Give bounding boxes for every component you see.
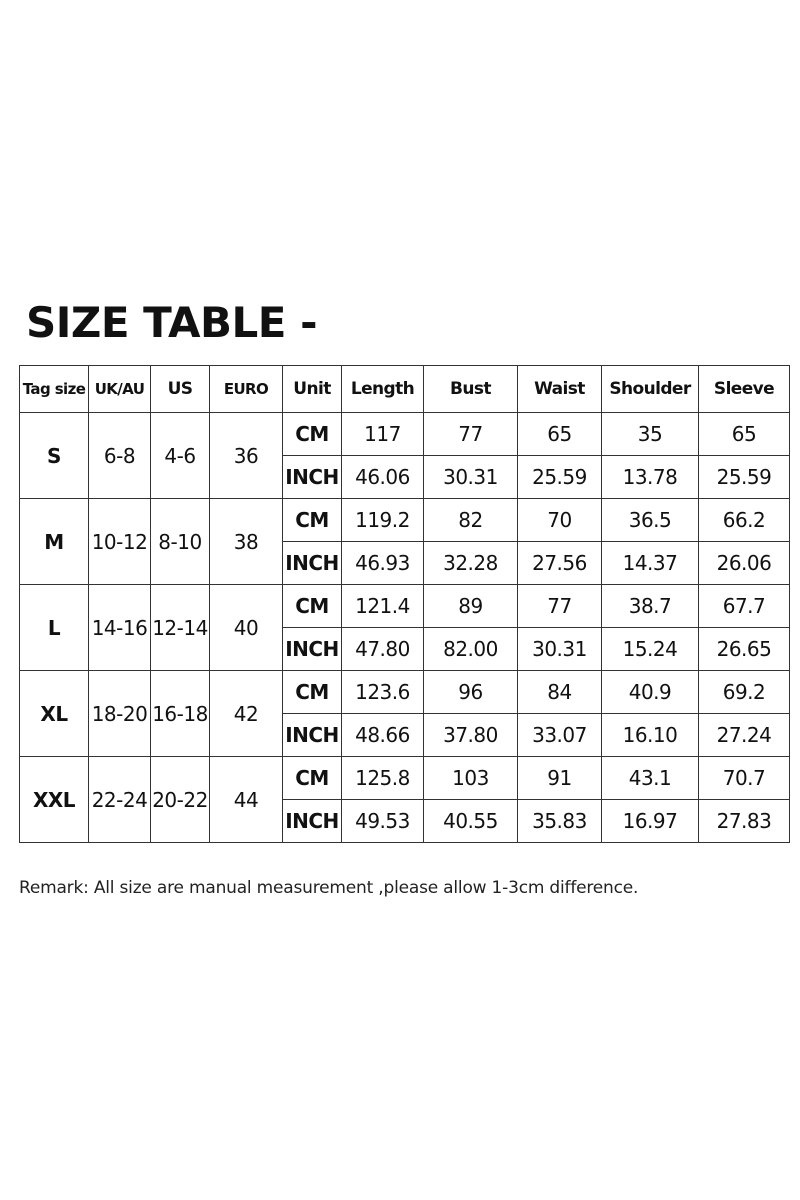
length-cell: 46.93: [342, 542, 424, 585]
bust-cell: 40.55: [424, 800, 518, 843]
length-cell: 123.6: [342, 671, 424, 714]
sleeve-cell: 69.2: [699, 671, 790, 714]
bust-cell: 32.28: [424, 542, 518, 585]
unit-cell: CM: [283, 499, 342, 542]
sleeve-cell: 65: [699, 413, 790, 456]
bust-cell: 77: [424, 413, 518, 456]
us-cell: 16-18: [151, 671, 210, 757]
sleeve-cell: 70.7: [699, 757, 790, 800]
bust-cell: 96: [424, 671, 518, 714]
shoulder-cell: 38.7: [602, 585, 699, 628]
size-table: [19, 365, 790, 843]
length-cell: 49.53: [342, 800, 424, 843]
bust-cell: 103: [424, 757, 518, 800]
shoulder-cell: 15.24: [602, 628, 699, 671]
shoulder-cell: 13.78: [602, 456, 699, 499]
length-cell: 48.66: [342, 714, 424, 757]
unit-cell: CM: [283, 585, 342, 628]
bust-cell: 82: [424, 499, 518, 542]
waist-cell: 91: [518, 757, 602, 800]
page-title: SIZE TABLE -: [26, 298, 318, 347]
header-tag-size: Tag size: [20, 366, 89, 413]
unit-cell: INCH: [283, 542, 342, 585]
us-cell: 12-14: [151, 585, 210, 671]
header-length: Length: [342, 366, 424, 413]
waist-cell: 27.56: [518, 542, 602, 585]
unit-cell: CM: [283, 671, 342, 714]
unit-cell: INCH: [283, 714, 342, 757]
header-row: [20, 366, 790, 413]
waist-cell: 70: [518, 499, 602, 542]
length-cell: 117: [342, 413, 424, 456]
sleeve-cell: 26.65: [699, 628, 790, 671]
length-cell: 46.06: [342, 456, 424, 499]
header-sleeve: Sleeve: [699, 366, 790, 413]
table-row: [20, 413, 790, 456]
bust-cell: 82.00: [424, 628, 518, 671]
waist-cell: 33.07: [518, 714, 602, 757]
waist-cell: 35.83: [518, 800, 602, 843]
us-cell: 4-6: [151, 413, 210, 499]
bust-cell: 30.31: [424, 456, 518, 499]
tag-size-cell: XXL: [20, 757, 89, 843]
length-cell: 121.4: [342, 585, 424, 628]
bust-cell: 37.80: [424, 714, 518, 757]
tag-size-cell: M: [20, 499, 89, 585]
unit-cell: CM: [283, 413, 342, 456]
sleeve-cell: 27.83: [699, 800, 790, 843]
length-cell: 47.80: [342, 628, 424, 671]
header-euro: EURO: [210, 366, 283, 413]
uk-au-cell: 10-12: [89, 499, 151, 585]
waist-cell: 77: [518, 585, 602, 628]
tag-size-cell: S: [20, 413, 89, 499]
euro-cell: 36: [210, 413, 283, 499]
sleeve-cell: 27.24: [699, 714, 790, 757]
unit-cell: INCH: [283, 628, 342, 671]
euro-cell: 44: [210, 757, 283, 843]
length-cell: 119.2: [342, 499, 424, 542]
bust-cell: 89: [424, 585, 518, 628]
table-row: [20, 585, 790, 628]
euro-cell: 42: [210, 671, 283, 757]
waist-cell: 30.31: [518, 628, 602, 671]
header-uk-au: UK/AU: [89, 366, 151, 413]
us-cell: 8-10: [151, 499, 210, 585]
sleeve-cell: 67.7: [699, 585, 790, 628]
header-shoulder: Shoulder: [602, 366, 699, 413]
uk-au-cell: 6-8: [89, 413, 151, 499]
us-cell: 20-22: [151, 757, 210, 843]
waist-cell: 65: [518, 413, 602, 456]
shoulder-cell: 40.9: [602, 671, 699, 714]
shoulder-cell: 14.37: [602, 542, 699, 585]
uk-au-cell: 18-20: [89, 671, 151, 757]
waist-cell: 25.59: [518, 456, 602, 499]
unit-cell: INCH: [283, 800, 342, 843]
header-bust: Bust: [424, 366, 518, 413]
tag-size-cell: XL: [20, 671, 89, 757]
tag-size-cell: L: [20, 585, 89, 671]
shoulder-cell: 35: [602, 413, 699, 456]
table-row: [20, 757, 790, 800]
shoulder-cell: 16.10: [602, 714, 699, 757]
sleeve-cell: 25.59: [699, 456, 790, 499]
uk-au-cell: 14-16: [89, 585, 151, 671]
sleeve-cell: 66.2: [699, 499, 790, 542]
shoulder-cell: 43.1: [602, 757, 699, 800]
header-waist: Waist: [518, 366, 602, 413]
shoulder-cell: 36.5: [602, 499, 699, 542]
header-unit: Unit: [283, 366, 342, 413]
shoulder-cell: 16.97: [602, 800, 699, 843]
waist-cell: 84: [518, 671, 602, 714]
length-cell: 125.8: [342, 757, 424, 800]
table-row: [20, 671, 790, 714]
euro-cell: 40: [210, 585, 283, 671]
unit-cell: CM: [283, 757, 342, 800]
sleeve-cell: 26.06: [699, 542, 790, 585]
table-row: [20, 499, 790, 542]
euro-cell: 38: [210, 499, 283, 585]
uk-au-cell: 22-24: [89, 757, 151, 843]
header-us: US: [151, 366, 210, 413]
remark-text: Remark: All size are manual measurement ,please allow 1-3cm difference.: [19, 878, 639, 898]
unit-cell: INCH: [283, 456, 342, 499]
